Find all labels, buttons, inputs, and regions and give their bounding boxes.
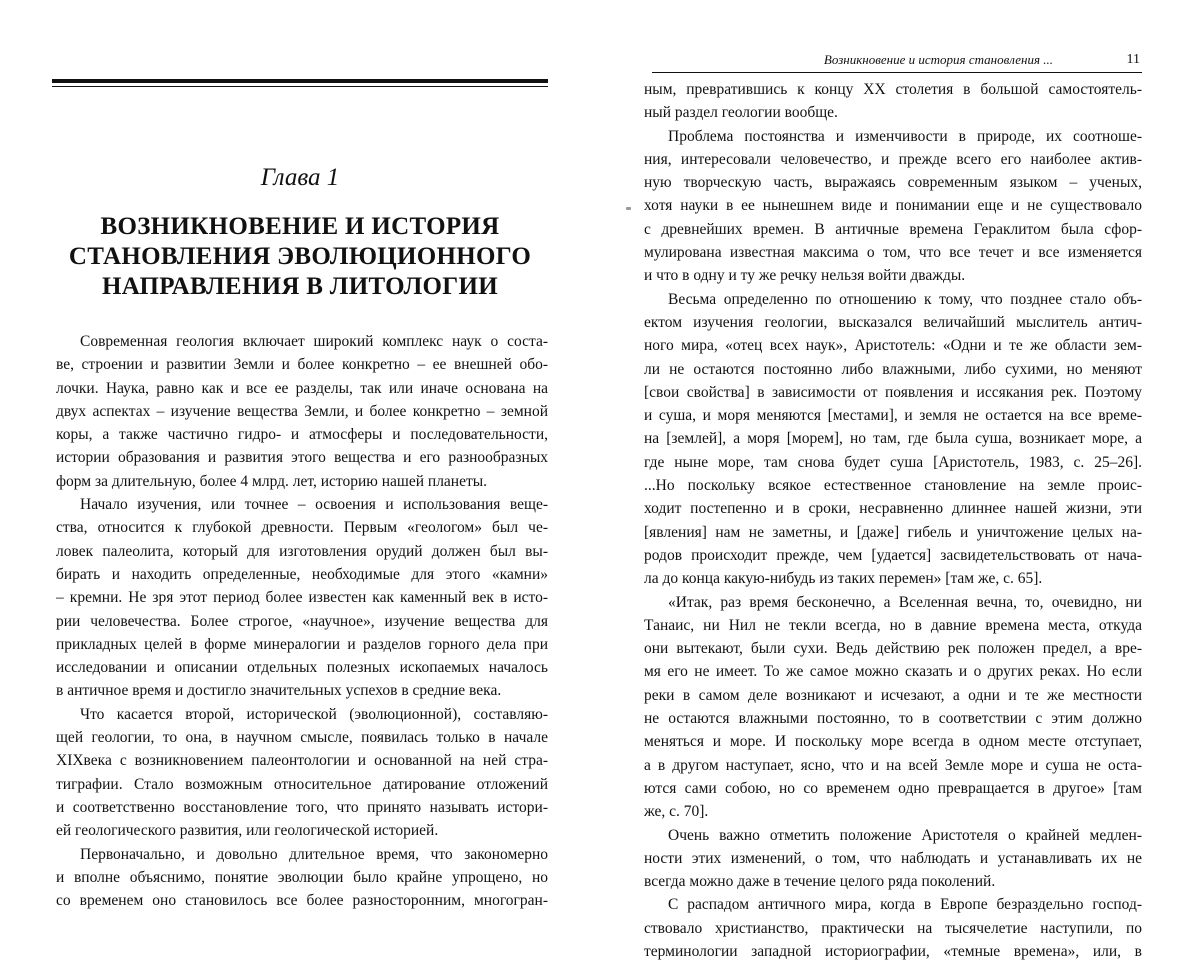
text-line: на [землей], а моря [морем], но там, где была суша, возникает море, а	[644, 430, 1142, 448]
text-line: они вытекают, были сухи. Ведь действию рек положен предел, а вре-	[644, 640, 1142, 658]
text-line: ловек палеолита, который для изготовления орудий должен был вы-	[56, 542, 548, 560]
text-line: в античное время и достигло значительных успехов в средние века.	[56, 682, 502, 700]
running-title: Возникновение и история становления ...	[823, 52, 1053, 67]
left-body-text	[56, 330, 548, 912]
text-line: ей геологического развития, или геологической историей.	[56, 822, 439, 840]
margin-mark	[626, 207, 631, 210]
text-line: ным, превратившись к концу XX столетия в большой самостоятель-	[644, 81, 1142, 98]
header-rule	[652, 72, 1142, 73]
text-line: Современная геология включает широкий комплекс наук о соста-	[80, 333, 548, 350]
chapter-title-line: ВОЗНИКНОВЕНИЕ И ИСТОРИЯ	[100, 213, 500, 240]
text-line: Очень важно отметить положение Аристотеля о крайней медлен-	[668, 826, 1142, 844]
text-line: рии человечества. Более строгое, «научное», изучение вещества для	[56, 612, 548, 630]
text-line: XIXвека с возникновением палеонтологии и основанной на ней стра-	[56, 752, 548, 770]
text-line: [явления] нам не заметны, и [даже] гибель и уничтожение целых на-	[644, 523, 1142, 541]
text-line: Первоначально, и довольно длительное время, что закономерно	[80, 845, 548, 863]
chapter-title	[52, 212, 548, 302]
text-line: родов происходит прежде, чем [удается] засвидетельствовать от нача-	[644, 546, 1142, 564]
text-line: – кремни. Не зря этот период более известен как каменный век в исто-	[56, 589, 548, 607]
text-line: ного мира, «отец всех наук», Аристотель: «Одни и те же области зем-	[644, 337, 1142, 355]
text-line: ства, относится к глубокой древности. Первым «геологом» был че-	[56, 519, 548, 537]
page-number: 11	[1126, 52, 1140, 67]
text-line: ности этих изменений, о том, что наблюдать и устанавливать их не	[644, 849, 1142, 867]
text-line: ектом изучения геологии, высказался величайший мыслитель антич-	[644, 313, 1142, 331]
text-line: [свои свойства] в зависимости от появления и иссякания рек. Поэтому	[644, 383, 1142, 401]
text-line: ве, строении и развитии Земли и более конкретно – ее внешней обо-	[56, 356, 548, 374]
right-body-text	[644, 78, 1142, 963]
text-line: Проблема постоянства и изменчивости в природе, их соотноше-	[668, 127, 1142, 145]
text-line: ли не остаются постоянно либо влажными, либо сухими, но меняют	[644, 360, 1142, 378]
text-line: ходит постепенно и в сроки, несравненно длиннее нашей жизни, эти	[644, 500, 1142, 518]
text-line: мулирована известная максима о том, что все течет и все изменяется	[644, 244, 1142, 262]
text-line: тиграфии. Стало возможным относительное датирование отложений	[56, 775, 548, 793]
text-line: «Итак, раз время бесконечно, а Вселенная вечна, то, очевидно, ни	[668, 593, 1142, 611]
text-line: хотя науки в ее нынешнем виде и понимании еще и не существовало	[644, 197, 1142, 215]
text-line: мя его не имеет. То же самое можно сказать и о других реках. Но если	[644, 663, 1142, 681]
text-line: а в другом наступает, ясно, что и на всей Земле море и суша не оста-	[644, 756, 1142, 774]
text-line: где ныне море, там снова будет суша [Аристотель, 1983, с. 25–26].	[644, 453, 1142, 471]
text-line: реки в самом деле возникают и исчезают, а одни и те же местности	[644, 686, 1142, 704]
text-line: бирать и находить определенные, необходимые для этого «камни»	[56, 565, 548, 583]
chapter-top-rule	[52, 79, 548, 87]
text-line: ния, интересовали человечество, и прежде всего его наиболее актив-	[644, 150, 1142, 168]
text-line: истории образования и развития этого вещества и его разнообразных	[56, 449, 548, 467]
text-line: исследовании и описании отдельных полезных ископаемых началось	[56, 659, 548, 677]
text-line: Весьма определенно по отношению к тому, что позднее стало объ-	[668, 290, 1142, 308]
text-line: со временем оно становилось все более разносторонним, многогран-	[56, 892, 548, 910]
text-line: щей геологии, то она, в научном смысле, появилась только в начале	[56, 729, 548, 747]
chapter-title-line: НАПРАВЛЕНИЯ В ЛИТОЛОГИИ	[102, 273, 498, 300]
text-line: двух аспектах – изучение вещества Земли, и более конкретно – земной	[56, 402, 548, 420]
text-line: и суша, и моря меняются [местами], и земля не остается на все време-	[644, 407, 1142, 425]
text-line: прикладных целей в форме минералогии и разделов горного дела при	[56, 635, 548, 653]
running-header	[652, 50, 1148, 70]
text-line: с древнейших времен. В античные времена Гераклитом была сфор-	[644, 220, 1142, 238]
text-line: Что касается второй, исторической (эволюционной), составляю-	[80, 705, 548, 723]
text-line: С распадом античного мира, когда в Европе безраздельно господ-	[668, 896, 1142, 914]
text-line: и что в одну и ту же речку нельзя войти дважды.	[644, 267, 966, 285]
text-line: меняться и море. И поскольку море всегда в одном месте отступает,	[644, 733, 1142, 751]
text-line: же, с. 70].	[644, 803, 709, 821]
text-line: лочки. Наука, равно как и все ее разделы, так или иначе основана на	[56, 379, 548, 397]
left-page	[0, 0, 600, 910]
chapter-label: Глава 1	[260, 164, 340, 191]
chapter-title-line: СТАНОВЛЕНИЯ ЭВОЛЮЦИОННОГО	[68, 243, 532, 270]
text-line: всегда можно даже в течение целого ряда поколений.	[644, 873, 996, 891]
text-line: и вполне объяснимо, понятие эволюции было крайне упрощено, но	[56, 868, 548, 886]
text-line: терминологии западной историографии, «темные времена», или, в	[644, 942, 1142, 960]
text-line: ную творческую часть, выражаясь современным языком – ученых,	[644, 174, 1142, 192]
text-line: ный раздел геологии вообще.	[644, 104, 838, 122]
text-line: ла до конца какую-нибудь из таких перемен» [там же, с. 65].	[644, 570, 1043, 588]
text-line: ...Но поскольку всякое естественное становление на земле проис-	[644, 477, 1142, 495]
right-page	[600, 0, 1200, 960]
text-line: ются сами собою, но со временем одно превращается в другое» [там	[644, 779, 1142, 797]
text-line: и соответственно восстановление того, что принято называть истори-	[56, 798, 548, 816]
text-line: коры, а также частично гидро- и атмосферы и последовательности,	[56, 426, 548, 444]
text-line: ствовало христианство, практически на тысячелетие наступили, по	[644, 919, 1142, 937]
text-line: форм за длительную, более 4 млрд. лет, историю нашей планеты.	[56, 472, 488, 490]
text-line: не остаются влажными постоянно, то в соответствии с этим должно	[644, 710, 1142, 728]
text-line: Танаис, ни Нил не текли всегда, но в давние времена места, откуда	[644, 616, 1142, 634]
text-line: Начало изучения, или точнее – освоения и использования веще-	[80, 496, 548, 514]
